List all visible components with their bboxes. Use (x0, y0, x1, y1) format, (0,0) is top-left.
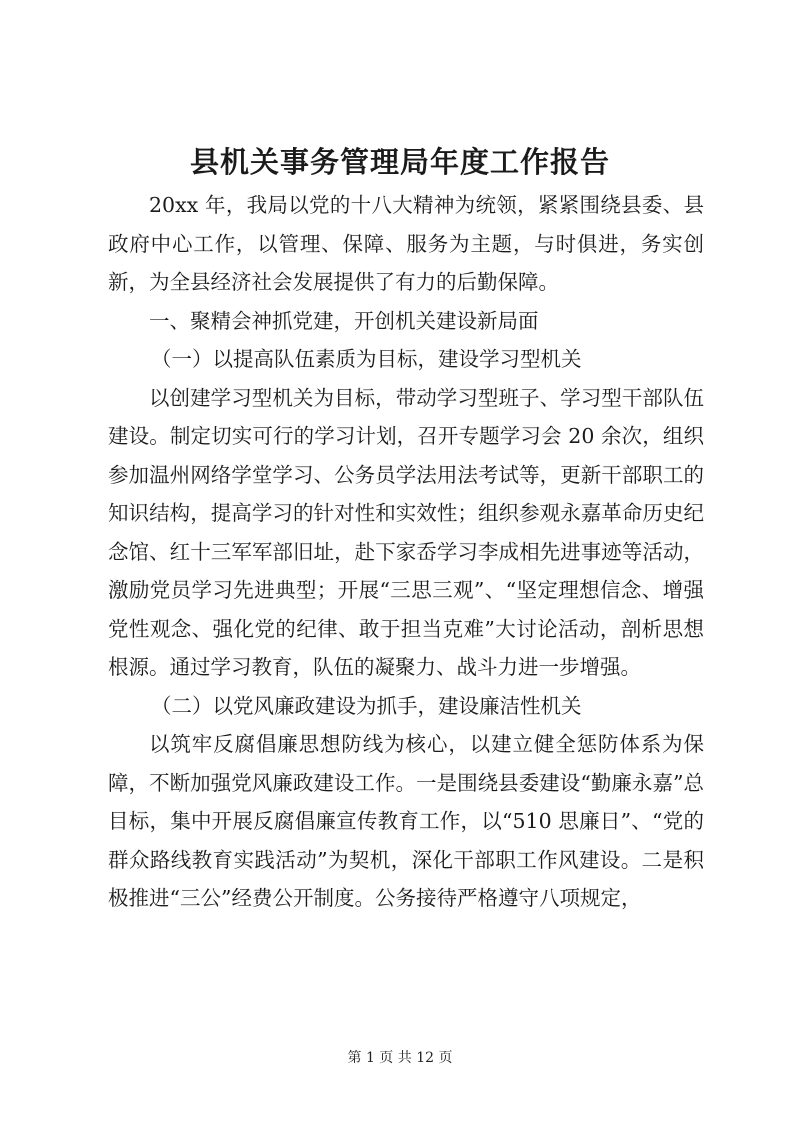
subsection-heading-2: （二）以党风廉政建设为抓手，建设廉洁性机关 (151, 693, 582, 718)
document-title: 县机关事务管理局年度工作报告 (189, 145, 610, 179)
page-number-footer: 第 1 页 共 12 页 (347, 1050, 453, 1066)
body-paragraph-2: 以筑牢反腐倡廉思想防线为核心，以建立健全惩防体系为保障，不断加强党风廉政建设工作。一是围绕县委建设“勤廉永嘉”总目标，集中开展反腐倡廉宣传教育工作，以“510 思廉日”、“党的群众路线教育实践活动”为契机，深化干部职工作风建设。二是积极推进“三公”经费公开制度。公务接待严格遵守八项规定， (108, 732, 704, 910)
intro-paragraph: 20xx 年，我局以党的十八大精神为统领，紧紧围绕县委、县政府中心工作，以管理、保障、服务为主题，与时俱进，务实创新，为全县经济社会发展提供了有力的后勤保障。 (108, 193, 704, 294)
subsection-heading-1: （一）以提高队伍素质为目标，建设学习型机关 (151, 347, 582, 371)
document-body (108, 186, 704, 918)
section-heading-1: 一、聚精会神抓党建，开创机关建设新局面 (149, 308, 539, 333)
body-paragraph-1: 以创建学习型机关为目标，带动学习型班子、学习型干部队伍建设。制定切实可行的学习计划，召开专题学习会 20 余次，组织参加温州网络学堂学习、公务员学法用法考试等，更新干部职工的知识结构，提高学习的针对性和实效性；组织参观永嘉革命历史纪念馆、红十三军军部旧址，赴下家岙学习李成相先进事迹等活动，激励党员学习先进典型；开展“三思三观”、“坚定理想信念、增强党性观念、强化党的纪律、敢于担当克难”大讨论活动，剖析思想根源。通过学习教育，队伍的凝聚力、战斗力进一步增强。 (108, 385, 704, 679)
